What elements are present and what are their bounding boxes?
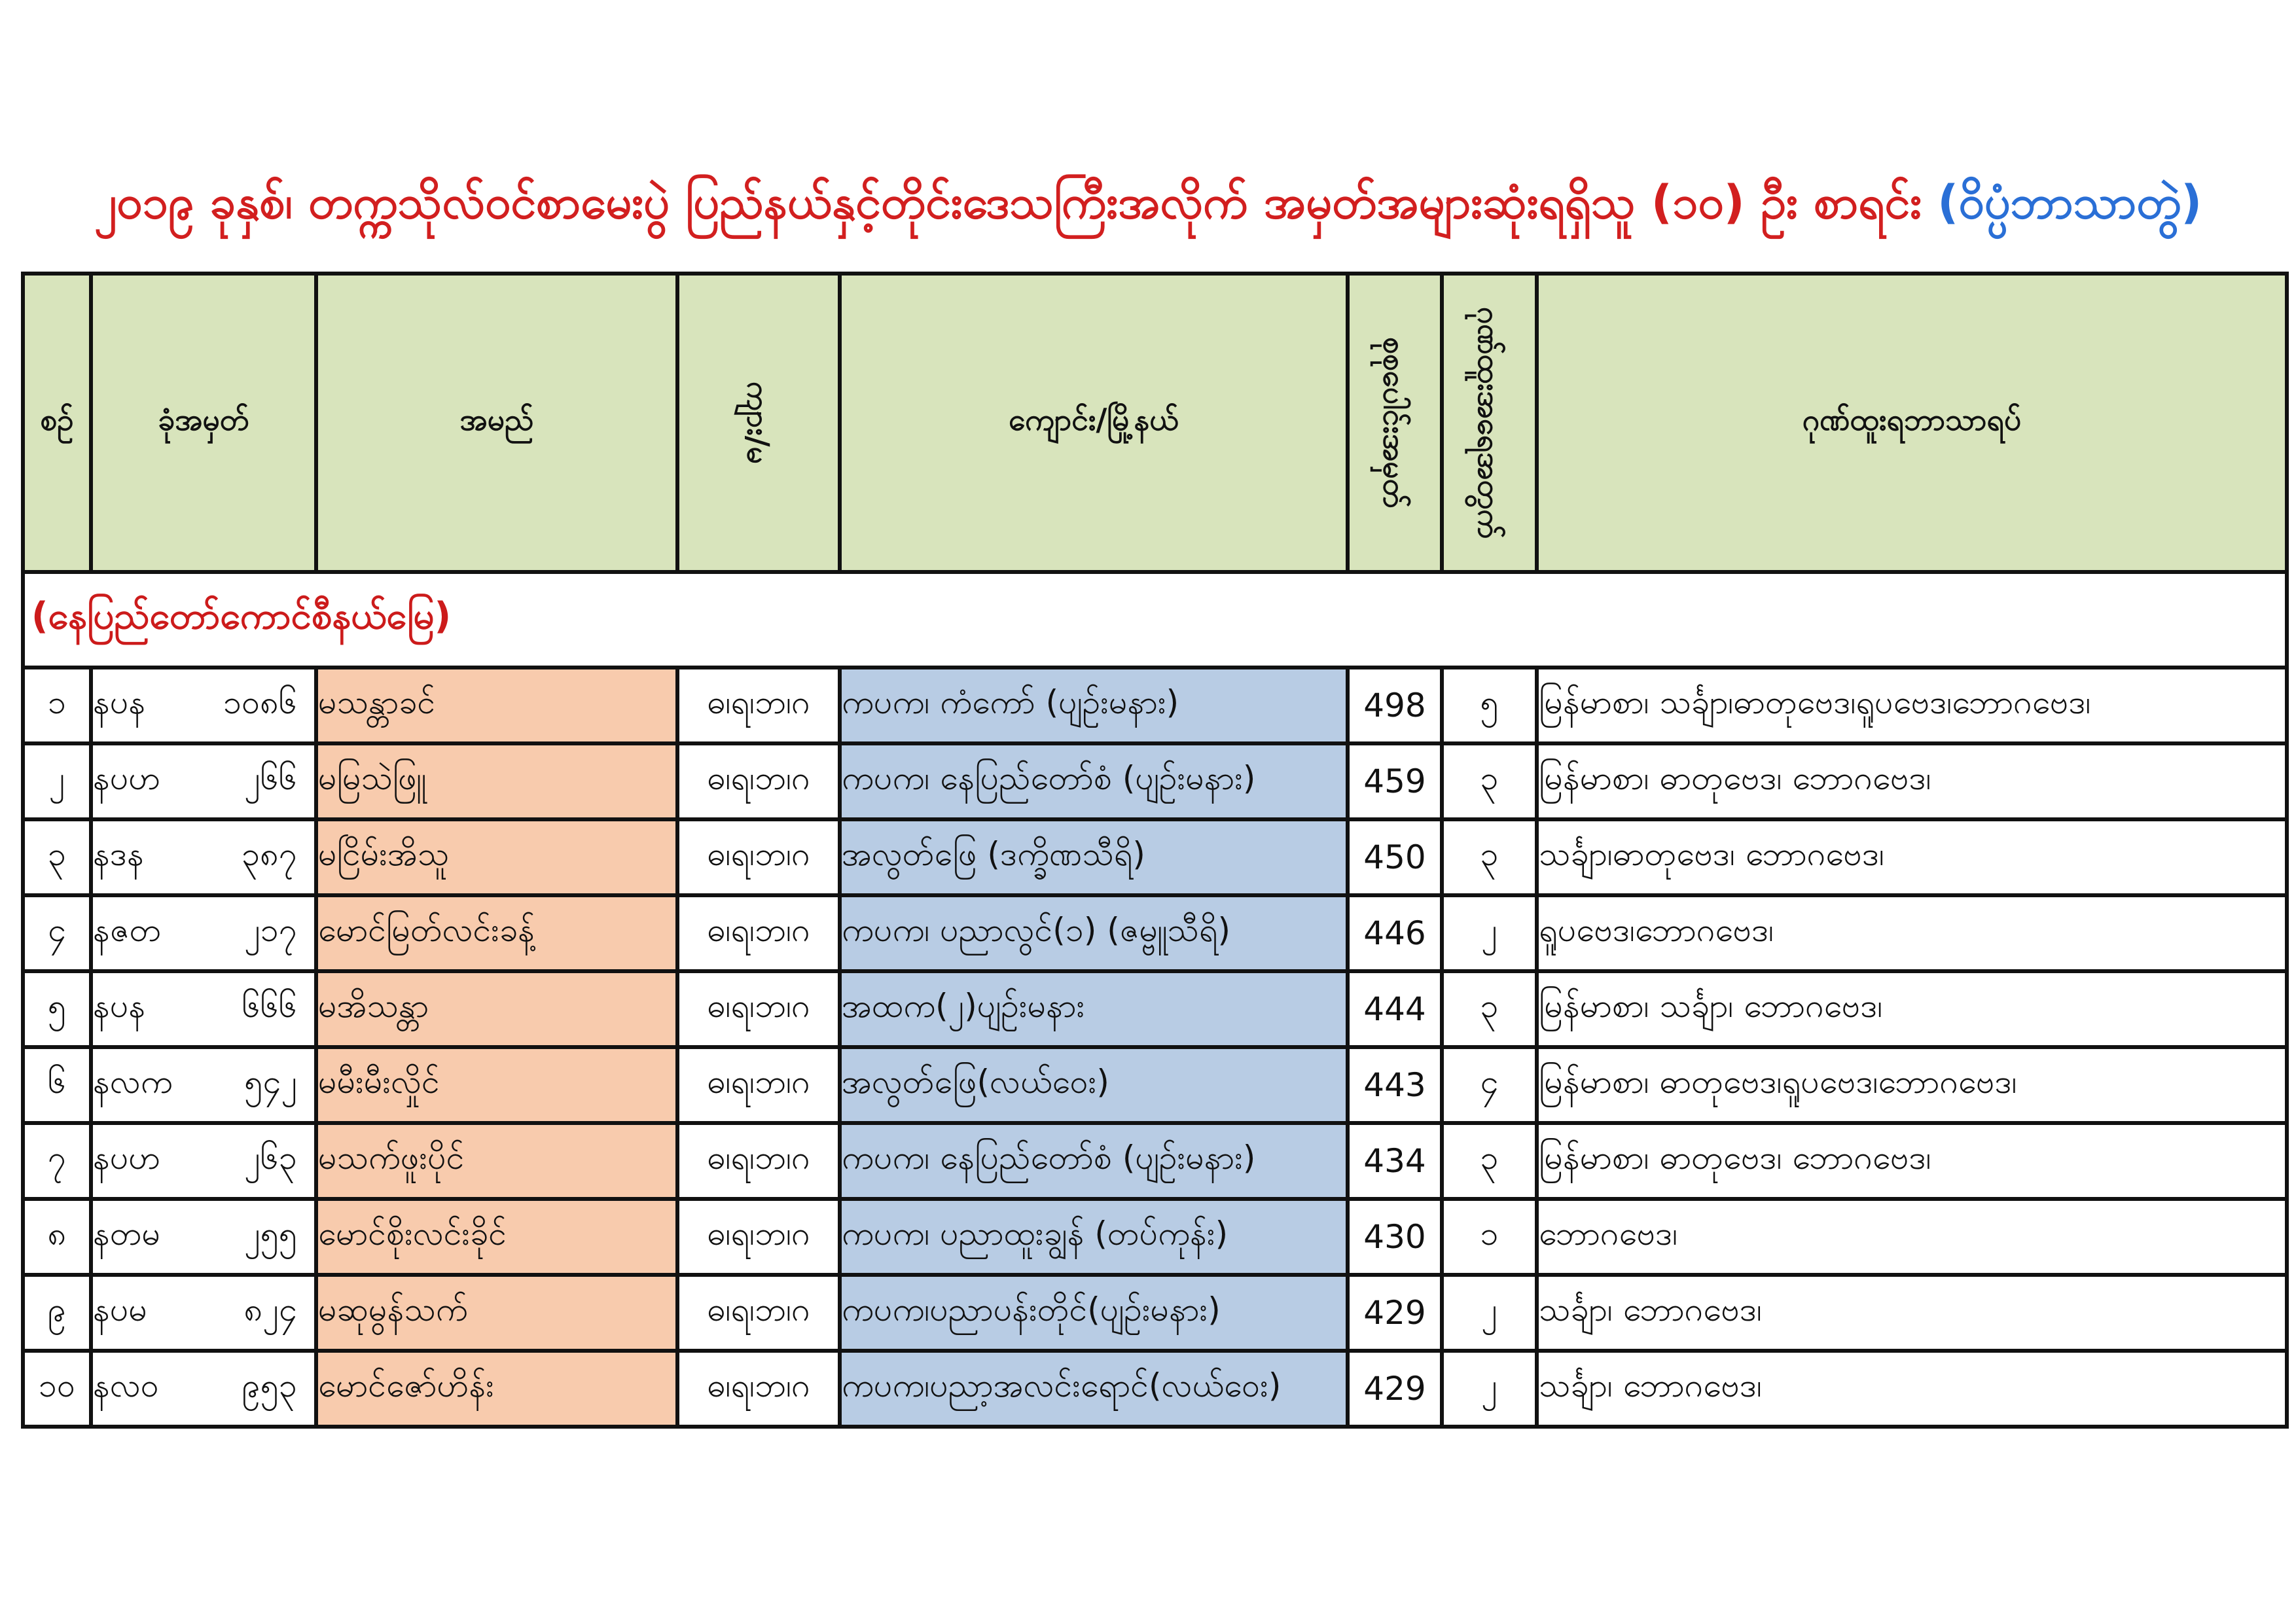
results-table (21, 272, 2289, 1429)
cell-no: ၂ (23, 743, 91, 819)
roll-number: ၁၀၈၆ (223, 683, 297, 721)
cell-sex: ဓ၊ရ၊ဘ၊ဂ (677, 1275, 840, 1351)
header-sex: ကျား/မ (677, 274, 840, 572)
roll-prefix: နလက (93, 1062, 173, 1101)
cell-roll (91, 668, 316, 743)
cell-distinctions: ၃ (1442, 1123, 1537, 1199)
cell-name: မောင်ဇော်ဟိန်း (316, 1351, 677, 1427)
cell-subjects: မြန်မာစာ၊ သင်္ချာ၊ဓာတုဗေဒ၊ရူပဗေဒ၊ဘောဂဗေဒ၊ (1537, 668, 2287, 743)
cell-subjects: သင်္ချာ၊ဓာတုဗေဒ၊ ဘောဂဗေဒ၊ (1537, 819, 2287, 895)
cell-name: မောင်မြတ်လင်းခန့် (316, 895, 677, 971)
cell-name: မအိသန္တာ (316, 971, 677, 1047)
cell-name: မငြိမ်းအိသူ (316, 819, 677, 895)
cell-subjects: သင်္ချာ၊ ဘောဂဗေဒ၊ (1537, 1351, 2287, 1427)
cell-name: မမီးမီးလှိုင် (316, 1047, 677, 1123)
cell-roll (91, 971, 316, 1047)
cell-school: ကပက၊ ကံကော် (ပျဉ်းမနား) (840, 668, 1348, 743)
table-row (23, 1275, 2287, 1351)
cell-total: 429 (1348, 1351, 1442, 1427)
cell-roll (91, 1199, 316, 1275)
header-distinctions: ဂုဏ်ထူးအရေအတွက် (1442, 274, 1537, 572)
roll-prefix: နလဝ (93, 1366, 159, 1404)
roll-prefix: နပန (93, 683, 146, 721)
roll-number: ၃၈၇ (242, 834, 297, 873)
cell-no: ၄ (23, 895, 91, 971)
cell-no: ၁၀ (23, 1351, 91, 1427)
cell-roll (91, 1047, 316, 1123)
table-row (23, 1199, 2287, 1275)
table-row (23, 819, 2287, 895)
section-row (23, 572, 2287, 668)
cell-school: အလွတ်ဖြေ(လယ်ဝေး) (840, 1047, 1348, 1123)
roll-number: ၅၄၂ (244, 1062, 297, 1101)
roll-number: ၉၅၃ (242, 1366, 297, 1404)
table-row (23, 743, 2287, 819)
cell-sex: ဓ၊ရ၊ဘ၊ဂ (677, 895, 840, 971)
cell-subjects: မြန်မာစာ၊ သင်္ချာ၊ ဘောဂဗေဒ၊ (1537, 971, 2287, 1047)
table-row (23, 1351, 2287, 1427)
cell-subjects: မြန်မာစာ၊ ဓာတုဗေဒ၊ ဘောဂဗေဒ၊ (1537, 1123, 2287, 1199)
cell-sex: ဓ၊ရ၊ဘ၊ဂ (677, 1047, 840, 1123)
cell-no: ၆ (23, 1047, 91, 1123)
table-row (23, 668, 2287, 743)
cell-no: ၃ (23, 819, 91, 895)
cell-distinctions: ၂ (1442, 1275, 1537, 1351)
cell-no: ၇ (23, 1123, 91, 1199)
cell-no: ၈ (23, 1199, 91, 1275)
cell-name: မသန္တာခင် (316, 668, 677, 743)
cell-sex: ဓ၊ရ၊ဘ၊ဂ (677, 743, 840, 819)
cell-no: ၉ (23, 1275, 91, 1351)
cell-school: ကပက၊ နေပြည်တော်စံ (ပျဉ်းမနား) (840, 743, 1348, 819)
cell-subjects: သင်္ချာ၊ ဘောဂဗေဒ၊ (1537, 1275, 2287, 1351)
header-no: စဉ် (23, 274, 91, 572)
cell-total: 430 (1348, 1199, 1442, 1275)
roll-number: ၆၆၆ (242, 986, 297, 1025)
cell-roll (91, 895, 316, 971)
roll-number: ၂၆၃ (244, 1138, 297, 1177)
cell-distinctions: ၃ (1442, 819, 1537, 895)
cell-distinctions: ၁ (1442, 1199, 1537, 1275)
roll-prefix: နပမ (93, 1290, 147, 1329)
cell-sex: ဓ၊ရ၊ဘ၊ဂ (677, 1199, 840, 1275)
cell-sex: ဓ၊ရ၊ဘ၊ဂ (677, 971, 840, 1047)
header-subjects: ဂုဏ်ထူးရဘာသာရပ် (1537, 274, 2287, 572)
cell-sex: ဓ၊ရ၊ဘ၊ဂ (677, 1123, 840, 1199)
cell-total: 459 (1348, 743, 1442, 819)
cell-school: ကပက၊ပညာ့အလင်းရောင်(လယ်ဝေး) (840, 1351, 1348, 1427)
cell-school: အလွတ်ဖြေ (ဒက္ခိဏသီရိ) (840, 819, 1348, 895)
cell-roll (91, 1275, 316, 1351)
title-main: ၂၀၁၉ ခုနှစ်၊ တက္ကသိုလ်ဝင်စာမေးပွဲ ပြည်နယ်နှင့်တိုင်းဒေသကြီးအလိုက် အမှတ်အများဆုံးရရှိသူ (၁၀) ဦး စာရင်း (94, 175, 1922, 229)
cell-total: 498 (1348, 668, 1442, 743)
cell-total: 429 (1348, 1275, 1442, 1351)
title-suffix: (ဝိပ္ပံဘာသာတွဲ) (1937, 175, 2202, 229)
roll-number: ၂၆၆ (244, 758, 297, 797)
header-row (23, 274, 2287, 572)
cell-name: မမြသဲဖြူ (316, 743, 677, 819)
roll-number: ၈၂၄ (243, 1290, 297, 1329)
section-label: (နေပြည်တော်ကောင်စီနယ်မြေ) (23, 572, 2287, 668)
table-row (23, 971, 2287, 1047)
cell-name: မဆုမွန်သက် (316, 1275, 677, 1351)
roll-prefix: နဇတ (93, 910, 162, 949)
cell-distinctions: ၅ (1442, 668, 1537, 743)
cell-no: ၁ (23, 668, 91, 743)
header-total: စုစုပေါင်းအမှတ် (1348, 274, 1442, 572)
cell-subjects: မြန်မာစာ၊ ဓာတုဗေဒ၊ရူပဗေဒ၊ဘောဂဗေဒ၊ (1537, 1047, 2287, 1123)
cell-subjects: ဘောဂဗေဒ၊ (1537, 1199, 2287, 1275)
cell-sex: ဓ၊ရ၊ဘ၊ဂ (677, 819, 840, 895)
header-name: အမည် (316, 274, 677, 572)
roll-number: ၂၅၅ (244, 1214, 297, 1253)
cell-subjects: မြန်မာစာ၊ ဓာတုဗေဒ၊ ဘောဂဗေဒ၊ (1537, 743, 2287, 819)
header-school: ကျောင်း/မြို့နယ် (840, 274, 1348, 572)
header-roll: ခုံအမှတ် (91, 274, 316, 572)
cell-subjects: ရူပဗေဒ၊ဘောဂဗေဒ၊ (1537, 895, 2287, 971)
page-title (0, 173, 2296, 241)
cell-total: 434 (1348, 1123, 1442, 1199)
cell-distinctions: ၃ (1442, 743, 1537, 819)
cell-sex: ဓ၊ရ၊ဘ၊ဂ (677, 1351, 840, 1427)
cell-name: မောင်စိုးလင်းခိုင် (316, 1199, 677, 1275)
cell-distinctions: ၂ (1442, 1351, 1537, 1427)
cell-roll (91, 819, 316, 895)
roll-prefix: နပန (93, 986, 146, 1025)
table-row (23, 1123, 2287, 1199)
roll-number: ၂၁၇ (244, 910, 297, 949)
cell-no: ၅ (23, 971, 91, 1047)
roll-prefix: နပဟ (93, 758, 161, 797)
table-row (23, 895, 2287, 971)
cell-sex: ဓ၊ရ၊ဘ၊ဂ (677, 668, 840, 743)
roll-prefix: နတမ (93, 1214, 161, 1253)
cell-school: ကပက၊ပညာပန်းတိုင်(ပျဉ်းမနား) (840, 1275, 1348, 1351)
table-row (23, 1047, 2287, 1123)
cell-school: ကပက၊ ပညာလွင်(၁) (ဇမ္ဗူသီရိ) (840, 895, 1348, 971)
cell-total: 446 (1348, 895, 1442, 971)
cell-distinctions: ၄ (1442, 1047, 1537, 1123)
cell-school: အထက(၂)ပျဉ်းမနား (840, 971, 1348, 1047)
roll-prefix: နဒန (93, 834, 144, 873)
cell-distinctions: ၂ (1442, 895, 1537, 971)
roll-prefix: နပဟ (93, 1138, 161, 1177)
cell-roll (91, 743, 316, 819)
cell-name: မသက်ဖူးပိုင် (316, 1123, 677, 1199)
cell-distinctions: ၃ (1442, 971, 1537, 1047)
cell-total: 444 (1348, 971, 1442, 1047)
cell-roll (91, 1351, 316, 1427)
cell-total: 443 (1348, 1047, 1442, 1123)
cell-total: 450 (1348, 819, 1442, 895)
cell-school: ကပက၊ နေပြည်တော်စံ (ပျဉ်းမနား) (840, 1123, 1348, 1199)
cell-roll (91, 1123, 316, 1199)
cell-school: ကပက၊ ပညာထူးချွန် (တပ်ကုန်း) (840, 1199, 1348, 1275)
